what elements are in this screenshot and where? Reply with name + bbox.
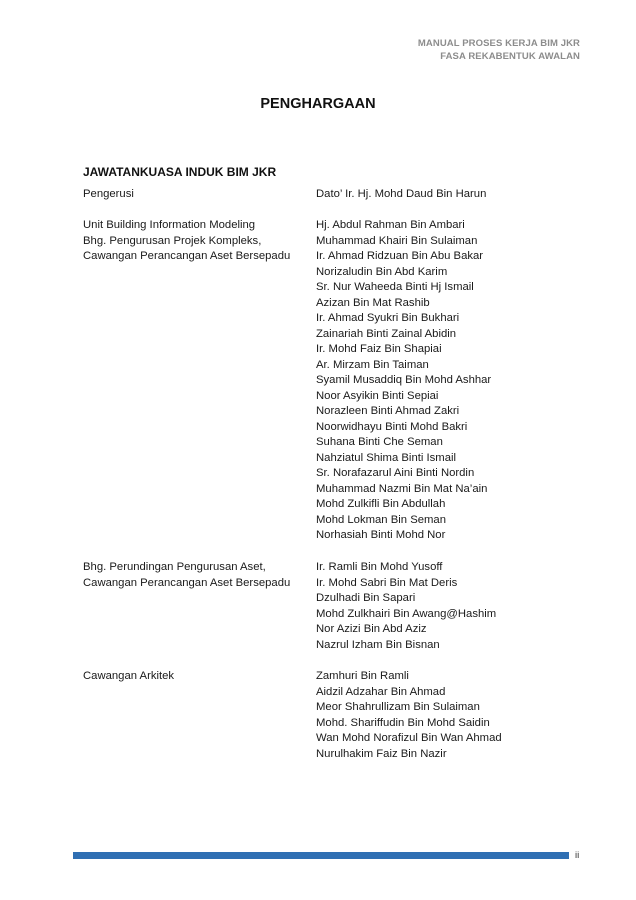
member-name: Norizaludin Bin Abd Karim [316,265,448,278]
member-name: Aidzil Adzahar Bin Ahmad [316,685,446,698]
member-name: Norazleen Binti Ahmad Zakri [316,405,460,417]
member-name: Nor Azizi Bin Abd Aziz [316,623,427,635]
running-header [418,37,580,63]
member-name: Ir. Mohd Sabri Bin Mat Deris [316,576,458,589]
member-name: Noor Asyikin Binti Sepiai [316,389,439,402]
member-name: Meor Shahrullizam Bin Sulaiman [316,701,480,713]
group-names [316,218,556,544]
member-name: Muhammad Khairi Bin Sulaiman [316,234,478,247]
group-names [316,560,556,653]
member-name: Zainariah Binti Zainal Abidin [316,327,457,340]
member-name: Ir. Ahmad Syukri Bin Bukhari [316,312,460,324]
member-name: Zamhuri Bin Ramli [316,670,409,682]
role-line: Pengerusi [83,188,134,200]
member-name: Ar. Mirzam Bin Taiman [316,358,429,371]
committee-title: JAWATANKUASA INDUK BIM JKR [83,165,277,179]
page-title: PENGHARGAAN [260,96,376,112]
group-role [83,560,313,591]
member-name: Syamil Musaddiq Bin Mohd Ashhar [316,374,492,386]
member-name: Suhana Binti Che Seman [316,436,443,448]
group-role [83,669,313,685]
member-name: Nurulhakim Faiz Bin Nazir [316,747,447,760]
member-name: Ir. Ramli Bin Mohd Yusoff [316,561,443,573]
member-name: Dato’ Ir. Hj. Mohd Daud Bin Harun [316,188,487,200]
group-names [316,669,556,762]
group-role [83,187,313,203]
role-line: Bhg. Pengurusan Projek Kompleks, [83,234,262,247]
header-line-1: MANUAL PROSES KERJA BIM JKR [417,38,580,49]
member-name: Muhammad Nazmi Bin Mat Na’ain [316,482,488,495]
member-name: Norhasiah Binti Mohd Nor [316,529,446,541]
member-name: Dzulhadi Bin Sapari [316,592,416,604]
role-line: Cawangan Perancangan Aset Bersepadu [83,250,291,262]
member-name: Mohd Zulkhairi Bin Awang@Hashim [316,607,497,620]
member-name: Mohd. Shariffudin Bin Mohd Saidin [316,716,490,729]
member-name: Wan Mohd Norafizul Bin Wan Ahmad [316,732,502,744]
role-line: Bhg. Perundingan Pengurusan Aset, [83,561,266,573]
role-line: Unit Building Information Modeling [83,219,256,231]
footer-bar [73,852,569,859]
member-name: Nazrul Izham Bin Bisnan [316,638,440,651]
role-line: Cawangan Arkitek [83,670,175,682]
member-name: Hj. Abdul Rahman Bin Ambari [316,219,465,231]
member-name: Azizan Bin Mat Rashib [316,296,430,309]
group-names [316,187,556,203]
header-line-2: FASA REKABENTUK AWALAN [440,51,580,62]
member-name: Ir. Ahmad Ridzuan Bin Abu Bakar [316,250,484,262]
member-name: Ir. Mohd Faiz Bin Shapiai [316,343,442,355]
page-number: ii [575,850,580,861]
member-name: Mohd Zulkifli Bin Abdullah [316,498,446,510]
member-name: Noorwidhayu Binti Mohd Bakri [316,420,468,433]
role-line: Cawangan Perancangan Aset Bersepadu [83,576,291,589]
group-role [83,218,313,265]
member-name: Mohd Lokman Bin Seman [316,513,446,526]
member-name: Nahziatul Shima Binti Ismail [316,451,457,464]
member-name: Sr. Norafazarul Aini Binti Nordin [316,467,475,479]
member-name: Sr. Nur Waheeda Binti Hj Ismail [316,281,474,293]
